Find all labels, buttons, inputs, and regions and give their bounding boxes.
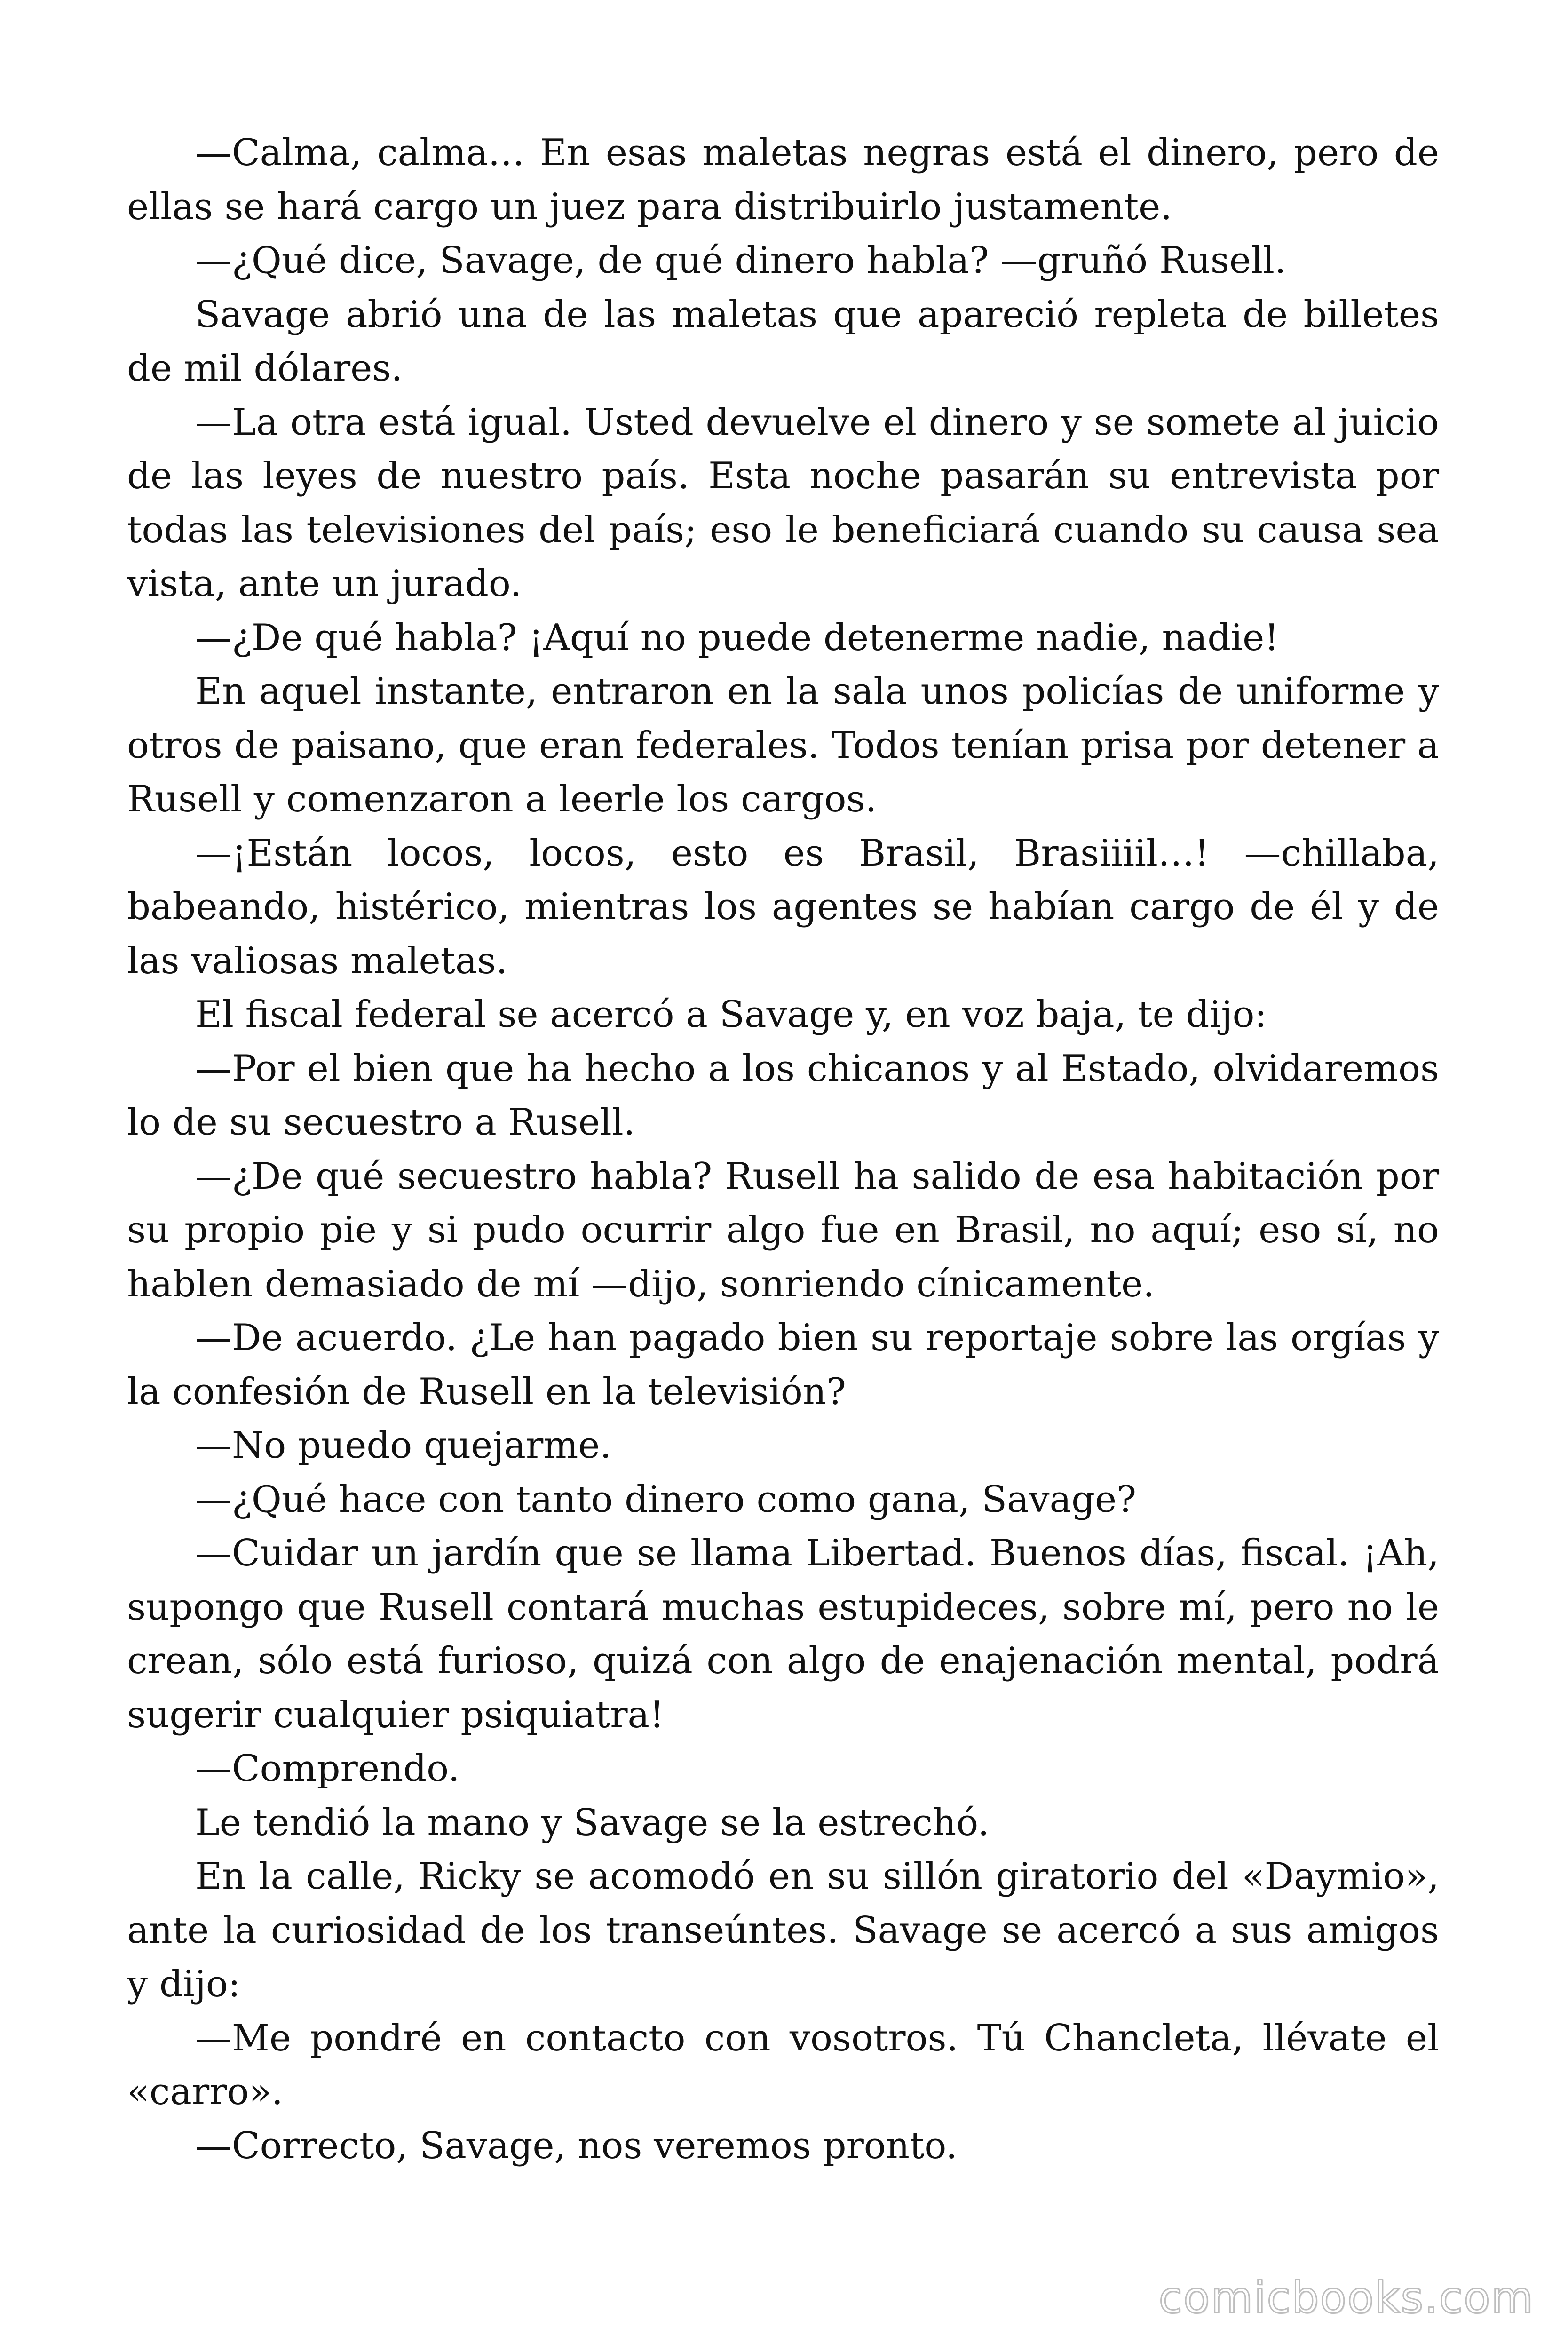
- watermark: comicbooks.com: [1158, 2273, 1534, 2323]
- paragraph-5: —¿De qué habla? ¡Aquí no puede detenerme nadie, nadie!: [195, 616, 1279, 659]
- paragraph-1: —Calma, calma… En esas maletas negras está el dinero, pero de ellas se hará cargo un juez para distribuirlo justamente.: [127, 132, 1439, 228]
- paragraph-11: —De acuerdo. ¿Le han pagado bien su reportaje sobre las orgías y la confesión de Rusell en la televisión?: [127, 1317, 1439, 1413]
- paragraph-13: —¿Qué hace con tanto dinero como gana, Savage?: [195, 1478, 1137, 1521]
- paragraph-10: —¿De qué secuestro habla? Rusell ha salido de esa habitación por su propio pie y si pudo ocurrir algo fue en Brasil, no aquí; eso sí, no hablen demasiado de mí —dijo, sonriendo cínicamente.: [127, 1155, 1439, 1305]
- paragraph-9: —Por el bien que ha hecho a los chicanos y al Estado, olvidaremos lo de su secuestro a Rusell.: [127, 1047, 1439, 1144]
- paragraph-8: El fiscal federal se acercó a Savage y, en voz baja, te dijo:: [195, 993, 1267, 1036]
- paragraph-2: —¿Qué dice, Savage, de qué dinero habla? —gruñó Rusell.: [195, 239, 1286, 282]
- paragraph-7: —¡Están locos, locos, esto es Brasil, Brasiiiil…! —chillaba, babeando, histérico, mientras los agentes se habían cargo de él y de las valiosas maletas.: [127, 832, 1439, 982]
- paragraph-15: —Comprendo.: [195, 1748, 460, 1790]
- paragraph-6: En aquel instante, entraron en la sala unos policías de uniforme y otros de paisano, que eran federales. Todos tenían prisa por detener a Rusell y comenzaron a leerle los cargos.: [127, 670, 1439, 820]
- paragraph-16: Le tendió la mano y Savage se la estrechó.: [195, 1801, 990, 1844]
- paragraph-4: —La otra está igual. Usted devuelve el dinero y se somete al juicio de las leyes de nuestro país. Esta noche pasarán su entrevista por todas las televisiones del país; eso le beneficiará cuando su causa sea vista, ante un jurado.: [127, 401, 1439, 605]
- body-text: [127, 126, 1439, 2173]
- paragraph-18: —Me pondré en contacto con vosotros. Tú Chancleta, llévate el «carro».: [127, 2017, 1439, 2113]
- paragraph-17: En la calle, Ricky se acomodó en su sillón giratorio del «Daymio», ante la curiosidad de los transeúntes. Savage se acercó a sus amigos y dijo:: [127, 1855, 1439, 2005]
- paragraph-14: —Cuidar un jardín que se llama Libertad. Buenos días, fiscal. ¡Ah, supongo que Rusell contará muchas estupideces, sobre mí, pero no le crean, sólo está furioso, quizá con algo de enajenación mental, podrá sugerir cualquier psiquiatra!: [127, 1532, 1439, 1736]
- paragraph-3: Savage abrió una de las maletas que apareció repleta de billetes de mil dólares.: [127, 293, 1439, 389]
- paragraph-19: —Correcto, Savage, nos veremos pronto.: [195, 2124, 958, 2167]
- paragraph-12: —No puedo quejarme.: [195, 1424, 612, 1467]
